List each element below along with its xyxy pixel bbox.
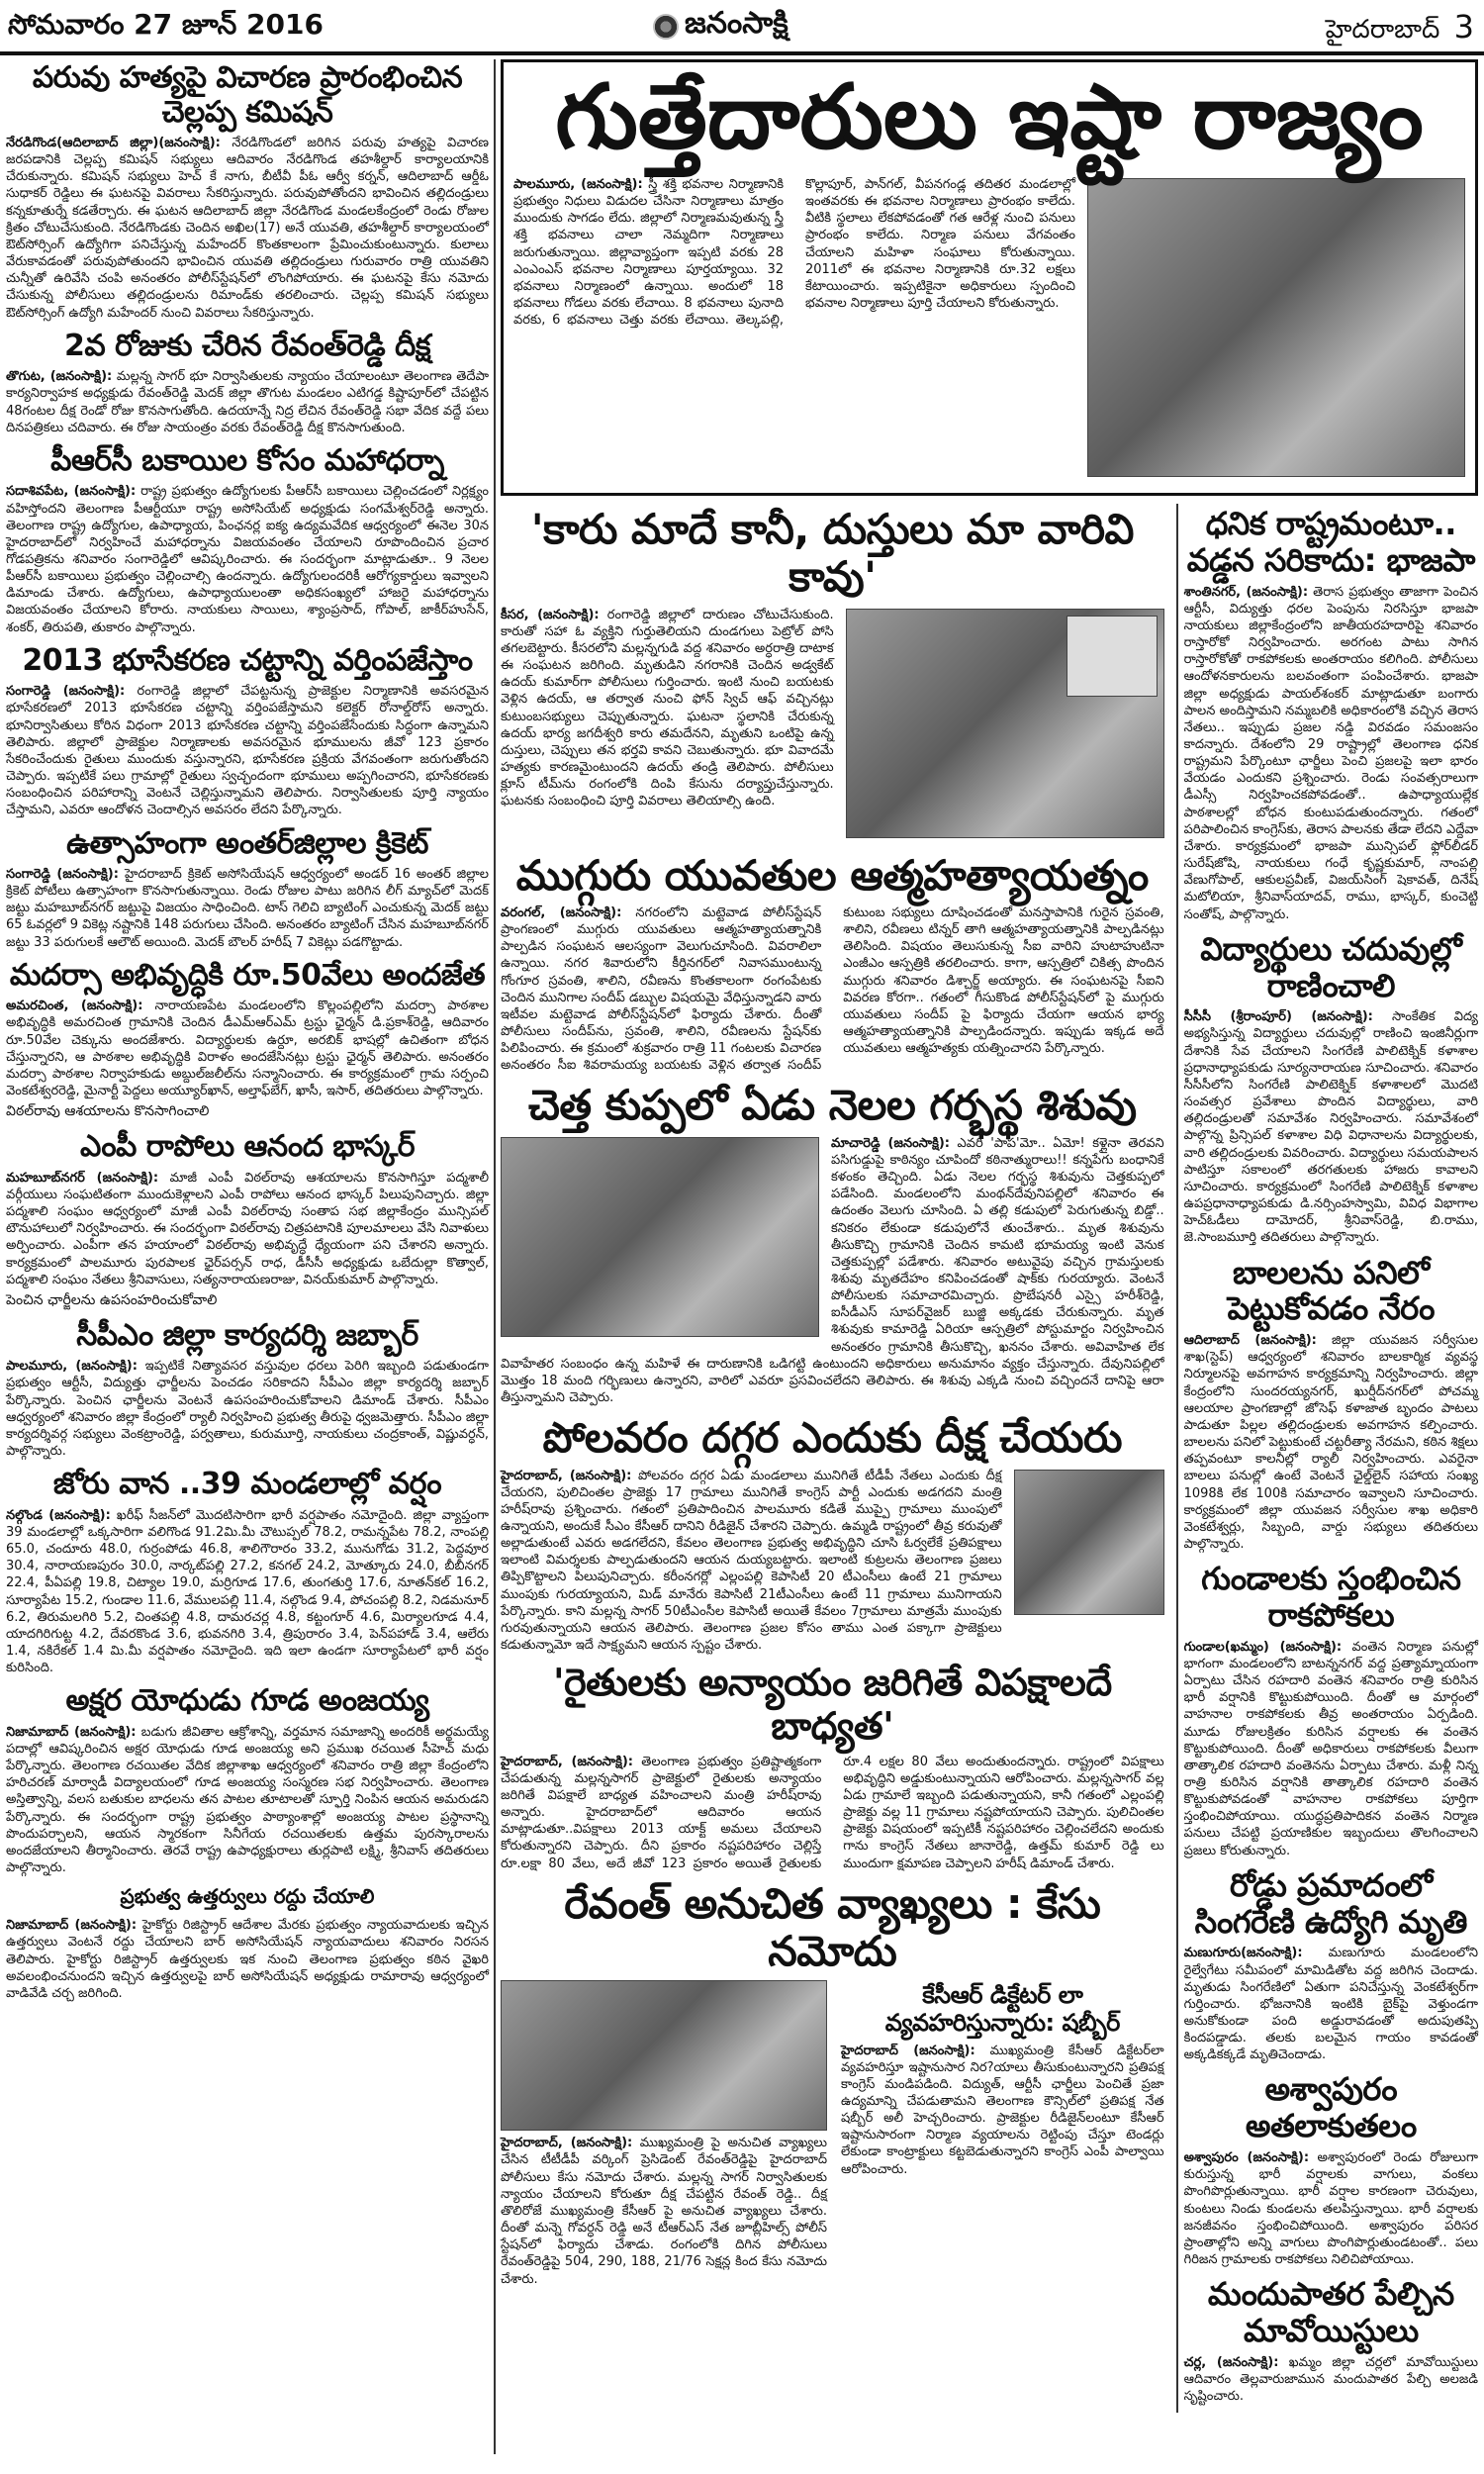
middle-column bbox=[501, 504, 1164, 2296]
news-article bbox=[6, 444, 489, 636]
dateline: నల్గొండ (జనంసాక్షి): bbox=[6, 1507, 111, 1523]
sub-article-body: హైదరాబాద్ (జనంసాక్షి): ముఖ్యమంత్రి కేసీఆర్ డిక్టేటర్‌లా వ్యవహరిస్తూ ఇష్టానుసార నిర?యాలు తీసుకుంటున్నారని ప్రతిపక్ష కాంగ్రెస్ మండిపడింది. విద్యుత్, ఆర్టీసీ ఛార్జీలు పెంచితే ప్రజా ఉద్యమాన్ని చేపడుతామని తెలంగాణ కౌన్సిల్‌లో ప్రతిపక్ష నేత షబ్బీర్ అలీ హెచ్చరించారు. ప్రాజెక్టుల రీడిజైన్‌లంటూ కేసీఆర్ ఇష్టానుసారంగా నిర్మాణ వ్యయాలను రెట్టింపు చేస్తూ టెండర్లు లేకుండా కాంట్రాక్టులు కట్టబెడుతున్నారని కాంగ్రెస్ ఎంపీ పాల్వాయి ఆరోపించారు. bbox=[841, 2043, 1164, 2177]
edition-city: హైదరాబాద్ bbox=[1325, 15, 1440, 45]
dateline: హైదరాబాద్, (జనంసాక్షి): bbox=[501, 1468, 632, 1483]
logo-emblem-icon bbox=[653, 14, 679, 40]
article-body: సంగారెడ్డి (జనంసాక్షి): హైదరాబాద్ క్రికెట్ అసోసియేషన్ ఆధ్వర్యంలో అండర్ 16 అంతర్ జిల్లాల క్రికెట్ పోటీలు ఉత్సాహంగా కొనసాగుతున్నాయి. రెండు రోజుల పాటు జరిగిన లీగ్ మ్యాచ్‌లో మెదక్ జట్టు మహబూబ్‌నగర్ జట్టుపై విజయం సాధించింది. టాస్ గెలిచి బ్యాటింగ్ ఎంచుకున్న మెదక్ జట్టు 65 ఓవర్లలో 9 వికెట్ల నష్టానికి 148 పరుగులు చేసింది. అనంతరం బ్యాటింగ్ చేసిన మహబూబ్‌నగర్ జట్టు 33 పరుగులకే ఆలౌట్ అయింది. మెదక్ బౌలర్ హరీష్ 7 వికెట్లు పడగొట్టాడు. bbox=[6, 867, 489, 950]
dateline: సంగారెడ్డి (జనంసాక్షి): bbox=[6, 867, 119, 882]
construction-site-photo bbox=[1087, 178, 1465, 477]
headline: 2వ రోజుకు చేరిన రేవంత్‌రెడ్డి దీక్ష bbox=[63, 328, 430, 363]
news-article bbox=[6, 1684, 489, 1876]
dateline: సదాశివపేట, (జనంసాక్షి): bbox=[6, 484, 137, 500]
news-article bbox=[6, 330, 489, 436]
headline: పోలవరం దగ్గర ఎందుకు దీక్ష చేయరు bbox=[542, 1413, 1122, 1463]
article-body: నిజామాబాద్ (జనంసాక్షి): బడుగు జీవితాల ఆక్రోశాన్ని, వర్తమాన సమాజాన్ని అందరికీ అర్థమయ్యే పదాల్లో ఆవిష్కరించిన అక్షర యోధుడు గూడ అంజయ్య అని ప్రముఖ రచయిత సీహెచ్ మధు పేర్కొన్నారు. తెలంగాణ రచయితల వేదిక జిల్లాశాఖ ఆధ్వర్యంలో శనివారం రాత్రి జిల్లా కేంద్రంలోని హరిచరణ్ మార్వాడీ విద్యాలయంలో గూడ అంజయ్య సంస్మరణ సభ నిర్వహించారు. తెలంగాణ అస్తిత్వాన్ని, వలస బతుకుల బాధలను తన పాటల తూటాలతో స్ఫూర్తి నింపిన ఆయన అమరుడని పేర్కొన్నారు. ఈ సందర్భంగా రాష్ట్ర ప్రభుత్వం పాఠ్యాంశాల్లో అంజయ్య పాటల ప్రస్థానాన్ని పొందుపర్చాలని, ఆయన స్మారకంగా సినీగేయ రచయితలకు ఉత్తమ పురస్కారాలను అందజేయాలని తీర్మానించారు. తెరవే రాష్ట్ర ఉపాధ్యక్షురాలు తుర్లపాటి లక్ష్మి, శ్రీనివాస్ తదితరులు పాల్గొన్నారు. bbox=[6, 1724, 489, 1876]
news-article bbox=[1184, 506, 1478, 923]
article-body: వరంగల్, (జనంసాక్షి): నగరంలోని మట్టెవాడ పోలీస్‌స్టేషన్ ప్రాంగణంలో ముగ్గురు యువతులు ఆత్మహత్యాయత్నానికి పాల్పడిన సంఘటన ఆలస్యంగా వెలుగుచూసింది. వివరాలిలా ఉన్నాయి. నగర శివారులోని కీర్తినగర్‌లో నివాసముంటున్న గోంగూర స్రవంతి, శాలిని, రవీణను కొంతకాలంగా రంగంపేటకు చెందిన మునిగాల సందీప్ డబ్బుల విషయమై వేధిస్తున్నాడని వారు ఇటీవల మట్టెవాడ పోలీస్‌స్టేషన్‌లో ఫిర్యాదు చేశారు. దీంతో పోలీసులు సందీప్‌ను, స్రవంతి, శాలిని, రవీణలను స్టేషన్‌కు పిలిపించారు. ఈ క్రమంలో శుక్రవారం రాత్రి 11 గంటలకు విచారణ అనంతరం సీఐ శివరామయ్య బయటకు వెళ్లిన తర్వాత సందీప్ కుటుంబ సభ్యులు దూషించడంతో మనస్తాపానికి గురైన స్రవంతి, శాలిని, రవీణలు టిన్నర్ తాగి ఆత్మహత్యాయత్నానికి పాల్పడినట్లు తెలిసింది. విషయం తెలుసుకున్న సీఐ వారిని హుటాహుటినా ఎంజీఎం ఆస్పత్రికి తరలించారు. కాగా, ఆస్పత్రిలో చికిత్స పొందిన ముగ్గురు శనివారం డిశ్చార్జ్ అయ్యారు. ఈ సంఘటనపై సీఐని వివరణ కోరగా.. గతంలో గీసుకొండ పోలీస్‌స్టేషన్‌లో పై ముగ్గురు యువతులు సందీప్ పై ఫిర్యాదు చేయగా ఆయన భార్య ఆత్మహత్యాయత్నానికి పాల్పడిందన్నారు. ఇప్పుడు ఇక్కడ అదే యువతులు ఆత్మహత్యకు యత్నించారని పేర్కొన్నారు. bbox=[501, 904, 1164, 1074]
dateline: మణుగూరు(జనంసాక్షి): bbox=[1183, 1946, 1303, 1961]
headline: రోడ్డు ప్రమాదంలో సింగరేణి ఉద్యోగి మృతి bbox=[1194, 1865, 1467, 1941]
article-body: సంగారెడ్డి (జనంసాక్షి): రంగారెడ్డి జిల్లాలో చేపట్టనున్న ప్రాజెక్టుల నిర్మాణానికి అవసరమైన భూసేకరణలో 2013 భూసేకరణ చట్టాన్ని వర్తింపజేస్తామని కలెక్టర్ రోనాల్డ్‌రోస్ అన్నారు. భూనిర్వాసితులు కోరిన విధంగా 2013 భూసేకరణ చట్టాన్ని వర్తింపజేసేందుకు సిద్ధంగా ఉన్నామని తెలిపారు. జిల్లాలో ప్రాజెక్టుల నిర్మాణాలకు అవసరమైన భూములను జీవో 123 ప్రకారం సేకరించేందుకు రైతులు ముందుకు వస్తున్నారని, భూసేకరణ ప్రక్రియ వేగవంతంగా జరుగుతోందని చెప్పారు. ఇప్పటికే పలు గ్రామాల్లో రైతులు స్వచ్ఛందంగా భూములు అప్పగించారని, భూసేకరణకు సంబంధించిన పరిహారాన్ని వెంటనే చెల్లిస్తున్నామని తెలిపారు. నిర్వాసితులకు పూర్తి న్యాయం చేస్తామని, ఎవరూ ఆందోళన చెందాల్సిన అవసరం లేదని పేర్కొన్నారు. bbox=[6, 684, 489, 818]
headline: రేవంత్ అనుచిత వ్యాఖ్యలు : కేసు నమోదు bbox=[564, 1878, 1101, 1976]
kicker-line: పెంచిన ఛార్జీలను ఉపసంహరించుకోవాలి bbox=[6, 1291, 218, 1308]
dateline: హైదరాబాద్, (జనంసాక్షి): bbox=[501, 1754, 634, 1769]
lead-body: పాలమూరు, (జనంసాక్షి): స్త్రీ శక్తి భవనాల నిర్మాణానికి ప్రభుత్వం నిధులు విడుదల చేసినా నిర్మాణాలు మాత్రం ముందుకు సాగడం లేదు. జిల్లాలో నిర్మాణమవుతున్న స్త్రీ శక్తి భవనాలు చాలా నెమ్మదిగా నిర్మాణాలు జరుగుతున్నాయి. జిల్లావ్యాప్తంగా ఇప్పటి వరకు 28 ఎంఎంఎస్ భవనాల నిర్మాణాలు పూర్తయ్యాయి. 32 భవనాలు నిర్మాణంలో ఉన్నాయి. అందులో 18 భవనాలు గోడలు వరకు లేచాయి. 8 భవనాలు పునాది వరకు, 6 భవనాలు చెత్తు వరకు లేచాయి. తెల్కపల్లి, కొల్లాపూర్, పాన్‌గల్, వీపనగండ్ల తదితర మండలాల్లో ఇంతవరకు ఈ భవనాల నిర్మాణాలు ప్రారంభం కాలేదు. వీటికి స్థలాలు లేకపోవడంతో గత ఆరేళ్ల నుంచి పనులు ప్రారంభం కాలేదు. నిర్మాణ పనులు వేగవంతం చేయాలని మహిళా సంఘాలు కోరుతున్నాయి. 2011లో ఈ భవనాల నిర్మాణానికి రూ.32 లక్షలు కేటాయించారు. ఇప్పటికైనా అధికారులు స్పందించి భవనాల నిర్మాణాలు పూర్తి చేయాలని కోరుతున్నారు. bbox=[513, 177, 1075, 329]
sub-headline: కేసీఆర్ డిక్టేటర్ లా వ్యవహరిస్తున్నారు: షబ్బీర్ bbox=[884, 1981, 1120, 2037]
headline: ప్రభుత్వ ఉత్తర్వులు రద్దు చేయాలి bbox=[120, 1884, 375, 1909]
dateline: సీసీసీ (శ్రీరాంపూర్) (జనంసాక్షి): bbox=[1183, 1009, 1373, 1025]
lead-headline: గుత్తేదారులు ఇష్టా రాజ్యం bbox=[555, 65, 1424, 169]
headline: ఎంపీ రాపోలు ఆనంద భాస్కర్ bbox=[79, 1129, 415, 1165]
article-body: గుండాల(ఖమ్మం) (జనంసాక్షి): వంతెన నిర్మాణ పనుల్లో భాగంగా మండలంలోని బాటన్ననగర్ వద్ద ప్రత్యామ్నాయంగా ఏర్పాటు చేసిన రహదారి వంతెన శనివారం రాత్రి కురిసిన భారీ వర్షానికి కొట్టుకుపోయింది. దీంతో ఆ మార్గంలో వాహనాల రాకపోకలకు తీవ్ర అంతరాయం ఏర్పడింది. మూడు రోజులక్రితం కురిసిన వర్షాలకు ఈ వంతెన కొట్టుకుపోయింది. దీంతో అధికారులు రాకపోకలకు వీలుగా తాత్కాలిక రహదారి వంతెనను ఏర్పాటు చేశారు. మళ్లీ నిన్న రాత్రి కురిసిన వర్షానికి తాత్కాలిక రహదారి వంతెన కొట్టుకుపోవడంతో వాహనాల రాకపోకలు పూర్తిగా స్తంభించిపోయాయి. యుద్ధప్రతిపాదికన వంతెన నిర్మాణ పనులు చేపట్టి ప్రయాణికుల ఇబ్బందులు తొలగించాలని ప్రజలు కోరుతున్నారు. bbox=[1183, 1639, 1479, 1858]
revanth-reddy-photo bbox=[501, 1980, 827, 2131]
blurred-infant-photo bbox=[501, 1137, 819, 1337]
article-body: మాచారెడ్డి (జనంసాక్షి): ఎవరి 'పాప'మో.. ఏమో! కళ్లైనా తెరవని పసిగుడ్డుపై కాఠిన్యం చూపిందో కఠినాత్మురాలు!! కన్నపేగు బంధానికే కళంకం తెచ్చింది. ఏడు నెలల గర్భస్థ శిశువును చెత్తకుప్పలో పడేసింది. మండలంలోని మంథన్‌దేవునిపల్లిలో శనివారం ఈ ఉదంతం వెలుగు చూసింది. ఏ తల్లి కడుపులో పెరుగుతున్న బిడ్డో.. కనికరం లేకుండా కడుపులోనే తుంచేశారు.. మృత శిశువును తీసుకొచ్చి గ్రామానికి చెందిన కామటి భూమయ్య ఇంటి వెనుక చెత్తకుప్పల్లో పడేశారు. శనివారం అటువైపు వచ్చిన గ్రామస్తులకు శిశువు మృతదేహం కనిపించడంతో షాక్‌కు గురయ్యారు. వెంటనే పోలీసులకు సమాచారమిచ్చారు. ప్రొబేషనరీ ఎస్సై హరీశ్‌రెడ్డి, ఐసీడీఎస్ సూపర్‌వైజర్ బుజ్జి అక్కడకు చేరుకున్నారు. మృత శిశువుకు కామారెడ్డి ఏరియా ఆస్పత్రిలో పోస్టుమార్టం నిర్వహించిన అనంతరం గ్రామానికి తీసుకొచ్చి, ఖననం చేశారు. అవివాహిత లేక వివాహేతర సంబంధం ఉన్న మహిళే ఈ దారుణానికి ఒడిగట్టి ఉంటుందని అధికారులు అనుమానం వ్యక్తం చేస్తున్నారు. దేవునిపల్లిలో మొత్తం 18 మంది గర్భిణులు ఉన్నారని, వారిలో ఎవరూ ప్రసవించలేదని తెలిపారు. ఈ శిశువు ఎక్కడి నుంచి వచ్చిందనే దానిపై ఆరా తీస్తున్నామని చెప్పారు. bbox=[501, 1135, 1164, 1406]
news-article bbox=[1184, 2276, 1478, 2405]
headline: అక్షర యోధుడు గూడ అంజయ్య bbox=[65, 1683, 429, 1719]
news-article bbox=[6, 1468, 489, 1676]
news-article bbox=[6, 1319, 489, 1460]
minister-photo bbox=[1014, 1470, 1164, 1615]
news-article bbox=[1184, 1255, 1478, 1554]
headline: సీపీఎం జిల్లా కార్యదర్శి జబ్బార్ bbox=[76, 1317, 418, 1353]
article-body: నిజామాబాద్ (జనంసాక్షి): హైకోర్టు రిజిస్ట్రార్ ఆదేశాల మేరకు ప్రభుత్వం న్యాయవాదులకు ఇచ్చిన ఉత్తర్వులు వెంటనే రద్దు చేయాలని బార్ అసోసియేషన్ న్యాయవాదులు శనివారం నిరసన తెలిపారు. హైకోర్టు రిజిస్ట్రార్ ఉత్తర్వులకు ఇక నుంచి తెలంగాణ ప్రభుత్వం కఠిన వైఖరి అవలంభించనుందని ఇచ్చిన ఉత్తర్వులపై బార్ అసోసియేషన్ అధ్యక్షుడు రామారావు ఆధ్వర్యంలో వాడివేడి చర్చ జరిగింది. bbox=[6, 1918, 490, 2001]
headline: మదర్సా అభివృద్ధికి రూ.50వేలు అందజేత bbox=[9, 957, 486, 993]
article-body: హైదరాబాద్, (జనంసాక్షి): తెలంగాణ ప్రభుత్వం ప్రతిష్టాత్మకంగా చేపడుతున్న మల్లన్నసాగర్ ప్రాజెక్టులో రైతులకు అన్యాయం జరిగితే విపక్షాలే బాధ్యత వహించాలని మంత్రి హరీష్‌రావు అన్నారు. హైదరాబాద్‌లో ఆదివారం ఆయన మాట్లాడుతూ..విపక్షాలు 2013 యాక్ట్ అమలు చేయాలని కోరుతున్నారని చెప్పారు. దీని ప్రకారం నష్టపరిహారం చెల్లిస్తే రూ.లక్షా 80 వేలు, అదే జీవో 123 ప్రకారం అయితే రైతులకు రూ.4 లక్షల 80 వేలు అందుతుందన్నారు. రాష్ట్రంలో విపక్షాలు అభివృద్ధిని అడ్డుకుంటున్నాయని ఆరోపించారు. మల్లన్నసాగర్ వల్ల ఏడు గ్రామాలే ఇబ్బంది పడుతున్నాయని, కానీ గతంలో ఎల్లంపల్లి ప్రాజెక్టు వల్ల 11 గ్రామాలు నష్టపోయాయని చెప్పారు. పులిచింతల ప్రాజెక్టు విషయంలో ఇప్పటికీ నష్టపరిహారం చెల్లించలేదని అందుకు గాను కాంగ్రెస్ నేతలు జానారెడ్డి, ఉత్తమ్ కుమార్ రెడ్డి లు ముందుగా క్షమాపణ చెప్పాలని హరీష్ డిమాండ్ చేశారు. bbox=[501, 1754, 1164, 1871]
article-body: ఆదిలాబాద్ (జనంసాక్షి): జిల్లా యువజన సర్వీసుల శాఖ(స్టెప్) ఆధ్వర్యంలో శనివారం బాలకార్మిక వ్యవస్థ నిర్మూలనపై అవగాహన కార్యక్రమాన్ని నిర్వహించారు. జిల్లా కేంద్రంలోని సుందరయ్యనగర్, ఖుర్షీద్‌నగర్‌లో పోచమ్మ ఆలయాల ప్రాంగణాల్లో జోసెఫ్ కళాజాత బృందం పాటలు పాడుతూ పిల్లల తల్లిదండ్రులకు అవగాహన కల్పించారు. బాలలను పనిలో పెట్టుకుంటే చట్టరీత్యా నేరమని, కఠిన శిక్షలు తప్పవంటూ కాలనీల్లో ర్యాలీ నిర్వహించారు. ఎవరైనా బాలలు పనుల్లో ఉంటే వెంటనే ఛైల్డ్‌లైన్ సహాయ సంఖ్య 1098కి లేక 100కి సమాచారం ఇవ్వాలని సూచించారు. కార్యక్రమంలో జిల్లా యువజన సర్వీసుల శాఖ అధికారి వెంకటేశ్వర్లు, సిబ్బంది, వార్డు సభ్యులు తదితరులు పాల్గొన్నారు. bbox=[1183, 1333, 1478, 1552]
article-body: తొగుట, (జనంసాక్షి): మల్లన్న సాగర్ భూ నిర్వాసితులకు న్యాయం చేయాలంటూ తెలంగాణ తెదేపా కార్యనిర్వాహక అధ్యక్షుడు రేవంత్‌రెడ్డి మెదక్ జిల్లా తొగుట మండలం ఎటిగడ్డ కిష్టాపూర్‌లో చేపట్టిన 48గంటల దీక్ష రెండో రోజు కొనసాగుతోంది. ఉదయాన్నే నిద్ర లేచిన రేవంత్‌రెడ్డి సభా వేదిక వద్దే పలు దినపత్రికలు చదివారు. ఈ రోజు సాయంత్రం వరకు రేవంత్‌రెడ్డి దీక్ష కొనసాగుతుంది. bbox=[6, 369, 489, 435]
dateline: అశ్వాపురం (జనంసాక్షి): bbox=[1183, 2150, 1310, 2166]
headline: పీఆర్‌సీ బకాయిల కోసం మహాధర్నా bbox=[50, 442, 444, 478]
right-column bbox=[1176, 504, 1478, 2413]
headline: అశ్వాపురం అతలాకుతలం bbox=[1245, 2070, 1417, 2145]
dateline: నేరడిగొండ(ఆదిలాబాద్ జిల్లా)(జనంసాక్షి): bbox=[6, 136, 221, 150]
news-article bbox=[1184, 2071, 1478, 2268]
dateline: నిజామాబాద్ (జనంసాక్షి): bbox=[6, 1724, 137, 1740]
newspaper-logo bbox=[653, 6, 788, 48]
dateline: పాలమూరు, (జనంసాక్షి): bbox=[6, 1359, 138, 1375]
lead-feature-box bbox=[501, 59, 1478, 496]
headline: బాలలను పనిలో పెట్టుకోవడం నేరం bbox=[1227, 1253, 1436, 1328]
article-body: హైదరాబాద్, (జనంసాక్షి): పోలవరం దగ్గర ఏడు మండలాలు మునిగితే టీడీపీ నేతలు ఎందుకు దీక్ష చేయరని, పులిచింతల ప్రాజెక్టు 17 గ్రామాలు మునిగితే కాంగ్రెస్ పార్టీ ఎందుకు అడగదని మంత్రి హరీష్‌రావు ప్రశ్నించారు. గతంలో ప్రతిపాదించిన పాలమూరు కడితే ముప్పై గ్రామాలు ముంపులో ఉన్నాయని, అందుకే సీఎం కేసీఆర్ దానిని రీడిజైన్ చేశారని చెప్పారు. ఉమ్మడి రాష్ట్రంలో తీవ్ర కరువుతో అల్లాడుతుంటే ఎవరు అడగలేదని, కేవలం తెలంగాణ ప్రభుత్వ అభివృద్ధిని చూసి ఓర్వలేకే ప్రతిపక్షాలు ఇలాంటి విమర్శలకు పాల్పడుతుందని ఆయన దుయ్యబట్టారు. ఇలాంటి కుట్రలను తెలంగాణ ప్రజలు తిప్పికొట్టాలని పిలుపునిచ్చారు. కరీంనగర్లో ఎల్లంపల్లి కెపాసిటీ 20 టీఎంసీలు ఉంటే 21 గ్రామాలు ముంపుకు గురయ్యాయని, మిడ్ మానేరు కెపాసిటీ 21టీఎంసీలు ఉంటే 11 గ్రామాలు మునిగాయని పేర్కొన్నారు. కాని మల్లన్న సాగర్ 50టీఎంసీల కెపాసిటీ అయితే కేవలం 7గ్రామాలు మాత్రమే ముంపుకు గురవుతున్నాయని ఆయన తెలిపారు. తెలంగాణ ప్రజల కోసం తాము ఎంత పక్కాగా ప్రాజెక్టులు కడుతున్నామో ఇదే సాక్ష్యమని ఆయన స్పష్టం చేశారు. bbox=[501, 1468, 1002, 1654]
article-suicide-attempt bbox=[501, 852, 1164, 1075]
dateline: పాలమూరు, (జనంసాక్షి): bbox=[513, 177, 643, 192]
article-body: పాలమూరు, (జనంసాక్షి): ఇప్పటికే నిత్యావసర వస్తువుల ధరలు పెరిగి ఇబ్బంది పడుతుండగా ప్రభుత్వం ఆర్టీసీ, విద్యుత్తు ఛార్జీలను పెంచడం సరికాదని సీపీఎం జిల్లా కార్యదర్శి జబ్బార్ పేర్కొన్నారు. పెంచిన ఛార్జీలను వెంటనే ఉపసంహరించుకోవాలని డిమాండ్ చేశారు. సీపీఎం ఆధ్వర్యంలో శనివారం జిల్లా కేంద్రంలో ర్యాలీ నిర్వహించి ప్రభుత్వ తీరుపై ధ్వజమెత్తారు. సీపీఎం జిల్లా కార్యదర్శివర్గ సభ్యులు వెంకట్రాంరెడ్డి, పర్వతాలు, కురుమూర్తి, నాయకులు చంద్రకాంత్, విష్ణువర్ధన్, పాల్గొన్నారు. bbox=[6, 1359, 489, 1460]
issue-date: సోమవారం 27 జూన్ 2016 bbox=[8, 8, 324, 41]
news-article bbox=[6, 827, 489, 951]
headline: ధనిక రాష్ట్రమంటూ.. వడ్డన సరికాదు: భాజపా bbox=[1186, 505, 1475, 579]
article-polavaram bbox=[501, 1414, 1164, 1654]
article-body: శాంతినగర్, (జనంసాక్షి): తెరాస ప్రభుత్వం తాజాగా పెంచిన ఆర్టీసీ, విద్యుత్తు ధరల పెంపును నిరసిస్తూ భాజపా నాయకులు జిల్లాకేంద్రంలోని జాతీయరహదారిపై శనివారం రాస్తారోకో నిర్వహించారు. అరగంట పాటు సాగిన రాస్తారోకోతో రాకపోకలకు అంతరాయం కలిగింది. పోలీసులు ఆందోళనకారులను బలవంతంగా పంపించేశారు. భాజపా జిల్లా అధ్యక్షుడు పాయల్‌శంకర్ మాట్లాడుతూ బంగారు పాలన అందిస్తామని నమ్మబలికి అధికారంలోకి వచ్చిన తెరాస నేతలు.. ఇప్పుడు ప్రజల నడ్డి విరవడం సమంజసం కాదన్నారు. దేశంలోని 29 రాష్ట్రాల్లో తెలంగాణ ధనిక రాష్ట్రమని పేర్కొంటూ ఛార్జీలు పెంచి ప్రజలపై ఇలా భారం వేయడం ఎందుకని ప్రశ్నించారు. రెండు సంవత్సరాలుగా డీఎస్సీ నిర్వహించకపోవడంతో.. ఉపాధ్యాయుల్లేక పాఠశాలల్లో బోధన కుంటుపడుతుందన్నారు. గతంలో పరిపాలించిన కాంగ్రెస్‌కు, తెరాస పాలనకు తేడా లేదని ఎద్దేవా చేశారు. కార్యక్రమంలో భాజపా మున్సిపల్ ఫ్లోర్‌లీడర్ సురేష్‌జోషి, నాయకులు గంధే కృష్ణకుమార్, నాంపల్లి వేణుగోపాల్, ఆకులప్రవీణ్, విజయ్‌సింగ్ షెకావత్, దినేష్ మటోలియా, శ్రీనివాస్‌యాదవ్, రాము, భాస్కర్, కుంచెట్టి సంతోష్, పాల్గొన్నారు. bbox=[1183, 584, 1478, 922]
article-car-fire bbox=[501, 506, 1164, 844]
news-article bbox=[6, 644, 489, 819]
dateline: చర్ల, (జనంసాక్షి): bbox=[1183, 2354, 1279, 2370]
news-article bbox=[6, 1130, 489, 1311]
article-body: సీసీసీ (శ్రీరాంపూర్) (జనంసాక్షి): సాంకేతిక విద్య అభ్యసిస్తున్న విద్యార్థులు చదువుల్లో రాణించి ఇంజినీర్లుగా దేశానికి సేవ చేయాలని సింగరేణి పాలిటెక్నిక్ కళాశాల ప్రధానాధ్యాపకుడు సూర్యనారాయణ సూచించారు. శనివారం సీసీసీలోని సింగరేణి పాలిటెక్నిక్ కళాశాలలో మొదటి సంవత్సర ప్రవేశాలు పొందిన విద్యార్థులు, వారి తల్లిదండ్రులతో సమావేశం నిర్వహించారు. సమావేశంలో పాల్గొన్న ప్రిన్సిపల్ కళాశాల విధి విధానాలను విద్యార్థులకు, వారి తల్లిదండ్రులకు వివరించారు. విద్యార్థులు సమయపాలన పాటిస్తూ సకాలంలో తరగతులకు హాజరు కావాలని సూచించారు. కార్యక్రమంలో సింగరేణి పాలిటెక్నిక్ కళాశాల ఉపప్రధానాధ్యాపకుడు డి.నర్సింహస్వామి, వివిధ విభాగాల హెచ్‌ఓడీలు దామోదర్, శ్రీనివాస్‌రెడ్డి, బి.రాము, జె.సాంబమూర్తి తదితరులు పాల్గొన్నారు. bbox=[1183, 1009, 1479, 1246]
article-body: హైదరాబాద్, (జనంసాక్షి): ముఖ్యమంత్రి పై అనుచిత వ్యాఖ్యలు చేసిన టీటీడీపీ వర్కింగ్ ప్రెసిడెంట్ రేవంత్‌రెడ్డిపై హైదరాబాద్ పోలీసులు కేసు నమోదు చేశారు. మల్లన్న సాగర్ నిర్వాసితులకు న్యాయం చేయాలని కోరుతూ దీక్ష చేపట్టిన రేవంత్ రెడ్డి.. దీక్ష తొలిరోజే ముఖ్యమంత్రి కేసీఆర్ పై అనుచిత వ్యాఖ్యలు చేశారు. దీంతో మన్నె గోవర్ధన్ రెడ్డి అనే టీఆర్ఎస్ నేత జూబ్లీహిల్స్ పోలీస్ స్టేషన్‌లో ఫిర్యాదు చేశాడు. రంగంలోకి దిగిన పోలీసులు రేవంత్‌రెడ్డిపై 504, 290, 188, 21/76 సెక్షన్ల కింద కేసు నమోదు చేశారు. bbox=[501, 2136, 827, 2287]
article-body: మణుగూరు(జనంసాక్షి): మణుగూరు మండలంలోని రైల్వేగేటు సమీపంలో మామిడితోట వద్ద జరిగిన చెందాడు. మృతుడు సింగరేణిలో ఏతుగా పనిచేస్తున్న వెంకటేశ్వర్‌గా గుర్తించారు. భోజనానికి ఇంటికి బైక్‌పై వెళ్తుండగా అనుకోకుండా పంది అడ్డురావడంతో అదుపుతప్పి కిందపడ్డాడు. తలకు బలమైన గాయం కావడంతో అక్కడికక్కడే మృతిచెందాడు. bbox=[1183, 1946, 1478, 2063]
news-article bbox=[6, 61, 489, 322]
masthead-rule bbox=[0, 51, 1484, 55]
headline: 'రైతులకు అన్యాయం జరిగితే విపక్షాలదే బాధ్యత' bbox=[552, 1661, 1112, 1748]
burnt-car-photo bbox=[846, 609, 1164, 838]
dateline: అమరచింత, (జనంసాక్షి): bbox=[6, 999, 143, 1014]
dateline: హైదరాబాద్, (జనంసాక్షి): bbox=[501, 2136, 633, 2151]
headline: పరువు హత్యపై విచారణ ప్రారంభించిన చెల్లప్ప కమిషన్ bbox=[32, 60, 463, 130]
dateline: మహబూబ్‌నగర్ (జనంసాక్షి): bbox=[6, 1170, 159, 1186]
article-revanth-case bbox=[501, 1880, 1164, 2288]
dateline: తొగుట, (జనంసాక్షి): bbox=[6, 369, 113, 385]
headline: ఉత్సాహంగా అంతర్‌జిల్లాల క్రికెట్ bbox=[66, 825, 428, 861]
dateline: నిజామాబాద్ (జనంసాక్షి): bbox=[6, 1918, 138, 1934]
article-body: సదాశివపేట, (జనంసాక్షి): రాష్ట్ర ప్రభుత్వం ఉద్యోగులకు పీఆర్‌సీ బకాయిలు చెల్లించడంలో నిర్లక్ష్యం వహిస్తోందని తెలంగాణ పీఆర్టీయూ రాష్ట్ర అసోసియేట్ అధ్యక్షుడు సంగమేశ్వర్‌రెడ్డి అన్నారు. తెలంగాణ రాష్ట్ర ఉద్యోగుల, ఉపాధ్యాయ, పింఛనర్ల ఐక్య ఉద్యమవేదిక ఆధ్వర్యంలో ఈనెల 30న హైదరాబాద్‌లో నిర్వహించే మహాధర్నాను విజయవంతం చేయాలని రూపొందించిన ప్రచార గోడపత్రికను శనివారం సంగారెడ్డిలో ఆవిష్కరించారు. ఈ సందర్భంగా మాట్లాడుతూ.. 9 నెలల పీఆర్‌సీ బకాయిలు ప్రభుత్వం చెల్లించాల్సి ఉందన్నారు. ఉద్యోగులందరికీ ఆరోగ్యకార్డులు ఇవ్వాలని డిమాండు చేశారు. ఉద్యోగులు, ఉపాధ్యాయులంతా అధికసంఖ్యలో హాజరై మహాధర్నాను విజయవంతం చేయాలని కోరారు. నాయకులు సాయిలు, శ్యాంప్రసాద్, గోపాల్, జాకీర్‌హుసేన్, శంకర్, తిరుపతి, తుకారం పాల్గొన్నారు. bbox=[6, 484, 489, 635]
kicker-line: విఠల్‌రావు ఆశయాలను కొనసాగించాలి bbox=[6, 1103, 210, 1120]
dateline: కీసర, (జనంసాక్షి): bbox=[501, 607, 600, 622]
dateline: వరంగల్, (జనంసాక్షి): bbox=[501, 904, 622, 920]
column-divider bbox=[494, 59, 496, 2454]
article-body: అశ్వాపురం (జనంసాక్షి): అశ్వాపురంలో రెండు రోజులుగా కురుస్తున్న భారీ వర్షాలకు వాగులు, వంకలు పొంగిపొర్లుతున్నాయి. భారీ వర్షాల కారణంగా చెరువులు, కుంటలు నిండు కుండలను తలపిస్తున్నాయి. భారీ వర్షాలకు జనజీవనం స్తంభించిపోయింది. అశ్వాపురం పరిసర ప్రాంతాల్లోని అన్ని వాగులు పొంగిపొర్లుతుండటంతో.. పలు గిరిజన గ్రామాలకు రాకపోకలు నిలిచిపోయాయి. bbox=[1183, 2150, 1478, 2267]
article-body: చర్ల, (జనంసాక్షి): ఖమ్మం జిల్లా చర్లలో మావోయిస్టులు ఆదివారం తెల్లవారుజామున మందుపాతర పేల్చి అలజడి సృష్టించారు. bbox=[1183, 2354, 1478, 2405]
victim-portrait-inset bbox=[1067, 616, 1158, 697]
article-body: మహబూబ్‌నగర్ (జనంసాక్షి): మాజీ ఎంపీ విఠల్‌రావు ఆశయాలను కొనసాగిస్తూ పద్మశాలీ వర్గీయులు సంఘటితంగా ముందుకెళ్లాలని ఎంపీ రాపోలు ఆనంద భాస్కర్ పిలుపునిచ్చారు. జిల్లా పద్మశాలి సంఘం ఆధ్వర్యంలో మాజీ ఎంపీ విఠల్‌రావు సంతాప సభ జిల్లాకేంద్రం మున్సిపల్ టౌనుహాలులో నిర్వహించారు. ఈ సందర్భంగా విఠల్‌రావు చిత్రపటానికి పూలమాలలు వేసి నివాళులు అర్పించారు. ఎంపీగా తన హయాంలో విఠల్‌రావు అభివృద్ధే ధ్యేయంగా పని చేశారని అన్నారు. కార్యక్రమంలో పాలమూరు పురపాలక ఛైర్‌పర్సన్ రాధ, డీసీసీ అధ్యక్షుడు ఒబేదుల్లా కొత్వాల్, పద్మశాలి సంఘం నేతలు శ్రీనివాసులు, సత్యనారాయణరాజు, వినయ్‌కుమార్ పాల్గొన్నారు. bbox=[6, 1170, 489, 1287]
news-article bbox=[1184, 931, 1478, 1247]
headline: జోరు వాన ..39 మండలాల్లో వర్షం bbox=[52, 1467, 442, 1502]
headline: 'కారు మాదే కానీ, దుస్తులు మా వారివి కావు' bbox=[530, 505, 1134, 602]
edition-page bbox=[1326, 8, 1474, 50]
news-article bbox=[6, 959, 489, 1122]
headline: గుండాలకు స్తంభించిన రాకపోకలు bbox=[1201, 1560, 1461, 1634]
page-number: 3 bbox=[1453, 8, 1474, 46]
article-body: నల్గొండ (జనంసాక్షి): ఖరీఫ్ సీజన్‌లో మొదటిసారిగా భారీ వర్షపాతం నమోదైంది. జిల్లా వ్యాప్తంగా 39 మండలాల్లో ఒక్కసారిగా వలిగొండ 91.2మి.మీ చౌటుప్పల్ 78.2, రామన్నపేట 78.2, నాంపల్లి 65.0, చందూరు 48.0, గుర్రంపోడు 46.8, శాలిగౌరారం 33.2, మునుగోడు 31.2, పెద్దవూర 30.4, నారాయణపురం 30.0, నార్కట్‌పల్లి 27.2, కనగల్ 24.2, మోత్కూరు 24.0, బీబీనగర్ 22.4, పీఏపల్లి 19.8, చిట్యాల 19.0, మర్రిగూడ 17.6, తుంగతుర్తి 17.6, నూతన్‌కల్ 16.2, సూర్యాపేట 15.2, గుండాల 11.6, వేములపల్లి 11.4, నల్గొండ 9.4, పోచంపల్లి 8.2, నిడమనూర్ 6.2, తిరుమలగిరి 5.2, చింతపల్లి 4.8, దామరచర్ల 4.8, కట్టంగూర్ 4.6, మిర్యాలగూడ 4.4, యాదగిరిగుట్ట 4.2, దేవరకొండ 3.6, భువనగిరి 3.4, త్రిపురారం 3.4, పెన్‌పహాడ్ 3.4, ఆలేరు 1.4, నకిరేకల్ 1.4 మి.మీ వర్షపాతం నమోదైంది. ఇది ఇలా ఉండగా సూర్యాపేటలో భారీ వర్షం కురిసింది. bbox=[6, 1507, 490, 1676]
news-article bbox=[1184, 1561, 1478, 1859]
main-area bbox=[501, 59, 1478, 2413]
dateline: సంగారెడ్డి (జనంసాక్షి): bbox=[6, 684, 126, 700]
news-article bbox=[6, 1884, 489, 2002]
news-article bbox=[1184, 1867, 1478, 2064]
article-body: నేరడిగొండ(ఆదిలాబాద్ జిల్లా)(జనంసాక్షి): నేరడిగొండలో జరిగిన పరువు హత్యపై విచారణ జరపడానికి చెల్లప్ప కమిషన్ సభ్యులు ఆదివారం నేరడిగొండ తహశీల్దార్ కార్యాలయానికి చేరుకున్నారు. కమిషన్ సభ్యులు హెచ్ కే నాగు, బీటీవీ పీఓ ఆర్వీ కర్నన్, ఆదిలాబాద్ ఆర్డీఓ సుధాకర్ రెడ్డిలు ఈ ఘటనపై వివరాలు సేకరిస్తున్నారు. పరువుపోతోందని భావించిన తల్లిదండ్రులు కన్నకూతుర్నే కడతేర్చారు. ఈ ఘటన ఆదిలాబాద్ జిల్లా నేరడిగొండ మండలకేంద్రంలో రెండు రోజుల క్రితం చోటుచేసుకుంది. నేరడిగొండకు చెందిన అఖిల(17) అనే యువతి, తహశీల్దార్ కార్యాలయంలో ఔట్‌సోర్సింగ్ ఉద్యోగిగా పనిచేస్తున్న మహేందర్ కొంతకాలంగా ప్రేమించుకుంటున్నారు. కులాలు వేరుకావడంతో పరువుపోతుందని భావించిన యువతి తల్లిదండ్రులు గురువారం రాత్రి యువతిని చున్నీతో ఉరివేసి చంపి అనంతరం పోలీస్‌స్టేషన్‌లో లొంగిపోయారు. ఈ ఘటనపై కేసు నమోదు చేసుకున్న పోలీసులు తల్లిదండ్రులను రిమాండ్‌కు తరలించారు. చెల్లప్ప కమిషన్ సభ్యులు ఔట్‌సోర్సింగ్ ఉద్యోగి మహేందర్ నుంచి వివరాలు సేకరిస్తున్నారు. bbox=[6, 136, 489, 321]
left-column bbox=[6, 59, 489, 2010]
headline: మందుపాతర పేల్చిన మావోయిస్టులు bbox=[1207, 2275, 1454, 2349]
headline: చెత్త కుప్పలో ఏడు నెలల గర్భస్థ శిశువు bbox=[528, 1081, 1137, 1130]
headline: ముగ్గురు యువతుల ఆత్మహత్యాయత్నం bbox=[515, 850, 1149, 900]
dateline: హైదరాబాద్ (జనంసాక్షి): bbox=[841, 2043, 975, 2058]
headline: విద్యార్థులు చదువుల్లో రాణించాలి bbox=[1200, 929, 1462, 1004]
article-body: అమరచింత, (జనంసాక్షి): నారాయణపేట మండలంలోని కొల్లంపల్లిలోని మదర్సా పాఠశాల అభివృద్ధికి అమరచింత గ్రామానికి చెందిన డీఎమ్‌ఆర్‌ఎమ్ ట్రస్టు ఛైర్మన్ డి.ప్రకాశ్‌రెడ్డి, ఆదివారం రూ.50వేల చెక్కును అందజేశారు. విద్యార్థులకు ఉర్దూ, అరబిక్ భాషల్లో ఉచితంగా బోధన చేస్తున్నారని, ఆ పాఠశాల అభివృద్ధికి విరాళం అందజేసినట్లు ట్రస్టు ఛైర్మన్ తెలిపారు. అనంతరం మదర్సా పాఠశాల నిర్వాహకుడు అబ్దుల్‌జలీల్‌ను సన్మానించారు. ఈ కార్యక్రమంలో గ్రామ సర్పంచి వెంకటేశ్వరరెడ్డి, మైనార్టీ పెద్దలు అయ్యూర్‌ఖాన్, అల్తాఫ్‌బేగ్, ఖాసీ, ఇసార్, తదితరులు పాల్గొన్నారు. bbox=[6, 999, 489, 1099]
dateline: మాచారెడ్డి (జనంసాక్షి): bbox=[831, 1135, 950, 1151]
dateline: ఆదిలాబాద్ (జనంసాక్షి): bbox=[1183, 1333, 1317, 1349]
article-body: కీసర, (జనంసాక్షి): రంగారెడ్డి జిల్లాలో దారుణం చోటుచేసుకుంది. కారుతో సహా ఓ వ్యక్తిని గుర్తుతెలియని దుండగులు పెట్రోల్ పోసి తగలబెట్టారు. కీసరలోని మల్లన్నగుడి వద్ద శనివారం అర్ధరాత్రి దాటాక ఈ సంఘటన జరిగింది. మృతుడిని నగరానికి చెందిన అడ్వకేట్ ఉదయ్ కుమార్‌గా పోలీసులు గుర్తించారు. ఇంటి నుంచి బయటకు వెళ్లిన ఉదయ్, ఆ తర్వాత నుంచి ఫోన్ స్విచ్ ఆఫ్ వచ్చినట్లు కుటుంబసభ్యులు చెప్పుతున్నారు. ఘటనా స్థలానికి చేరుకున్న ఉదయ్ భార్య జగదీశ్వరి కారు తమదేనని, మృతుని ఒంటిపై ఉన్న దుస్తులు, చెప్పులు తన భర్తవి కావని చెబుతున్నారు. భూ వివాదమే హత్యకు కారణమైంటుందని ఉదయ్ తండ్రి తెలిపారు. పోలీసులు క్లూస్ టీమ్‌ను రంగంలోకి దింపి కేసును దర్యాప్తుచేస్తున్నారు. ఘటనకు సంబంధించి పూర్తి వివరాలు తెలియాల్సి ఉంది. bbox=[501, 607, 834, 809]
logo-text: జనంసాక్షి bbox=[685, 6, 788, 41]
headline: 2013 భూసేకరణ చట్టాన్ని వర్తింపజేస్తాం bbox=[22, 642, 473, 678]
article-farmers-injustice bbox=[501, 1662, 1164, 1871]
article-infant-found bbox=[501, 1082, 1164, 1406]
dateline: గుండాల(ఖమ్మం) (జనంసాక్షి): bbox=[1183, 1639, 1343, 1655]
dateline: శాంతినగర్, (జనంసాక్షి): bbox=[1183, 584, 1309, 600]
